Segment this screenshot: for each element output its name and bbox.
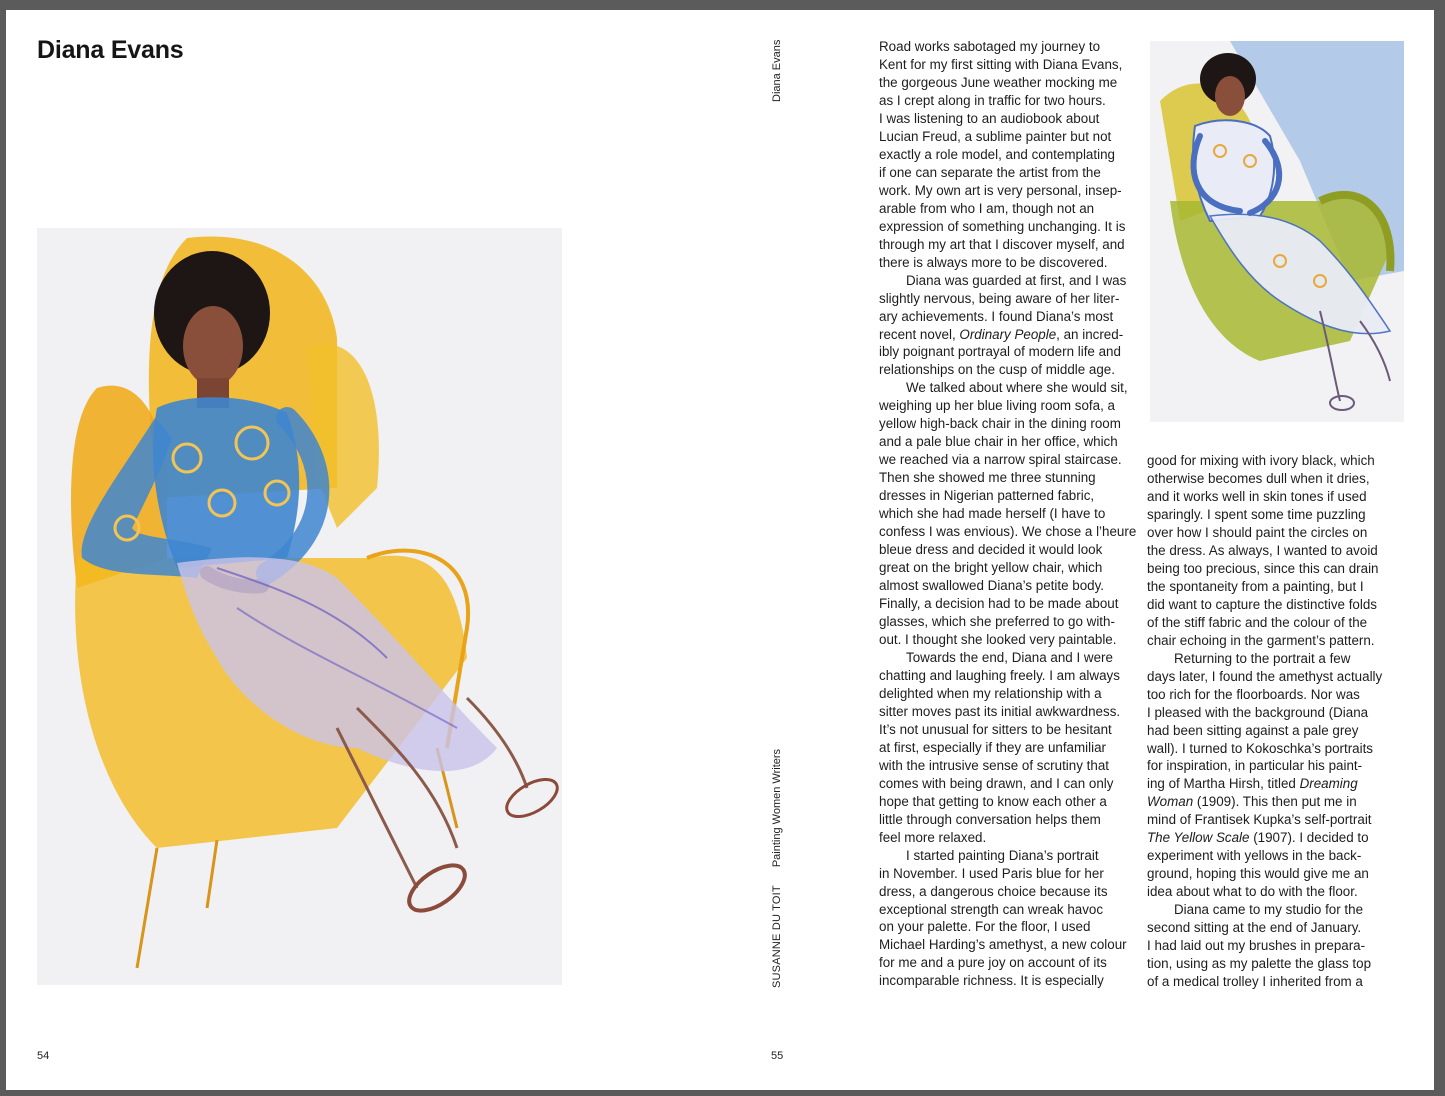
text-line: I pleased with the background (Diana [1147, 704, 1369, 720]
text-line: mind of Frantisek Kupka’s self-portrait [1147, 812, 1372, 828]
article-column-1 [879, 38, 1136, 990]
text-line: The Yellow Scale (1907). I decided to [1147, 830, 1369, 846]
text-line: little through conversation helps them [879, 811, 1101, 827]
text-line: Diana came to my studio for the [1174, 902, 1364, 918]
text-line: which she had made herself (I have to [879, 506, 1106, 522]
text-line: there is always more to be discovered. [879, 254, 1108, 270]
text-line: of the stiff fabric and the colour of the [1147, 614, 1368, 630]
text-line: work. My own art is very personal, insep- [879, 182, 1122, 198]
text-line: good for mixing with ivory black, which [1147, 453, 1375, 468]
text-line: with the intrusive sense of scrutiny that [879, 757, 1109, 773]
text-line: as I crept along in traffic for two hours. [879, 92, 1106, 108]
text-line: glasses, which she preferred to go with- [879, 614, 1115, 629]
text-line: I was listening to an audiobook about [879, 110, 1100, 126]
text-line: dresses in Nigerian patterned fabric, [879, 488, 1095, 504]
text-line: experiment with yellows in the back- [1147, 848, 1362, 864]
text-line: slightly nervous, being aware of her liter- [879, 290, 1120, 306]
portrait-drawing [37, 228, 562, 985]
text-line: Woman (1909). This then put me in [1147, 794, 1357, 810]
text-line: ing of Martha Hirsh, titled Dreaming [1147, 776, 1358, 792]
running-head: Diana Evans [771, 39, 783, 102]
book-spread [6, 10, 1434, 1090]
text-line: and it works well in skin tones if used [1147, 488, 1367, 504]
artwork-title: Woman [1147, 794, 1194, 810]
text-line: yellow high-back chair in the dining room [879, 416, 1121, 432]
text-line: if one can separate the artist from the [879, 164, 1101, 180]
text-line: confess I was envious). We chose a l’heure [879, 524, 1137, 540]
text-line: over how I should paint the circles on [1147, 524, 1368, 540]
text-line: we reached via a narrow spiral staircase. [879, 452, 1122, 468]
text-line: the spontaneity from a painting, but I [1147, 578, 1364, 594]
text-line: arable from who I am, though not an [879, 200, 1095, 216]
credit-book-title: Painting Women Writers [771, 748, 783, 868]
text-line: ary achievements. I found Diana’s most [879, 308, 1114, 324]
text-line: second sitting at the end of January. [1147, 920, 1362, 936]
text-line: through my art that I discover myself, and [879, 236, 1125, 252]
portrait-drawing-svg [37, 228, 562, 985]
page-number-left: 54 [37, 1050, 50, 1062]
text-line: out. I thought she looked very paintable. [879, 631, 1117, 647]
credit-author: SUSANNE DU TOIT [771, 885, 783, 988]
text-line: idea about what to do with the floor. [1147, 884, 1358, 900]
text-line: expression of something unchanging. It is [879, 218, 1126, 234]
text-line: did want to capture the distinctive folds [1147, 596, 1378, 612]
text-line: ground, hoping this would give me an [1147, 866, 1369, 882]
text-line: I had laid out my brushes in prepara- [1147, 938, 1366, 954]
portrait-painting-svg [1150, 41, 1404, 422]
credit-line [771, 749, 783, 988]
artwork-title: Dreaming [1299, 776, 1358, 792]
text-line: sparingly. I spent some time puzzling [1147, 506, 1366, 522]
text-line: in November. I used Paris blue for her [879, 865, 1104, 881]
text-line: at first, especially if they are unfamiliar [879, 739, 1106, 755]
text-line: Diana was guarded at first, and I was [906, 272, 1127, 288]
artwork-title: The Yellow Scale [1147, 830, 1250, 846]
page-title: Diana Evans [37, 36, 184, 64]
text-line: Kent for my first sitting with Diana Evans, [879, 56, 1123, 72]
text-line: on your palette. For the floor, I used [879, 919, 1091, 935]
text-line: ibly poignant portrayal of modern life and [879, 344, 1121, 360]
text-line: comes with being drawn, and I can only [879, 775, 1114, 791]
text-line: Road works sabotaged my journey to [879, 39, 1101, 54]
text-line: of a medical trolley I inherited from a [1147, 974, 1363, 990]
text-line: Lucian Freud, a sublime painter but not [879, 128, 1112, 144]
text-line: great on the bright yellow chair, which [879, 560, 1103, 576]
page-number-right: 55 [771, 1050, 784, 1062]
text-line: sitter moves past its initial awkwardness. [879, 703, 1121, 719]
text-line: delighted when my relationship with a [879, 685, 1102, 701]
text-line: incomparable richness. It is especially [879, 973, 1104, 989]
text-line: Michael Harding’s amethyst, a new colour [879, 937, 1127, 953]
text-line: for inspiration, in particular his paint- [1147, 758, 1363, 774]
text-line: feel more relaxed. [879, 829, 987, 845]
text-line: for me and a pure joy on account of its [879, 955, 1107, 971]
text-line: the gorgeous June weather mocking me [879, 74, 1118, 90]
text-line: relationships on the cusp of middle age. [879, 362, 1115, 378]
text-line: hope that getting to know each other a [879, 793, 1107, 809]
text-line: and a pale blue chair in her office, which [879, 434, 1118, 450]
text-line: being too precious, since this can drain [1147, 560, 1379, 576]
text-line: It’s not unusual for sitters to be hesitant [879, 721, 1112, 737]
text-line: chair echoing in the garment’s pattern. [1147, 632, 1375, 648]
portrait-painting [1150, 41, 1404, 422]
text-line: Finally, a decision had to be made about [879, 596, 1119, 612]
text-line: recent novel, Ordinary People, an incred- [879, 326, 1124, 342]
text-line: exactly a role model, and contemplating [879, 146, 1115, 162]
text-line: Then she showed me three stunning [879, 470, 1096, 486]
text-line: days later, I found the amethyst actually [1147, 668, 1383, 684]
text-line: almost swallowed Diana’s petite body. [879, 578, 1105, 594]
text-line: dress, a dangerous choice because its [879, 883, 1108, 899]
text-line: wall). I turned to Kokoschka’s portraits [1147, 740, 1374, 756]
text-line: Returning to the portrait a few [1174, 650, 1351, 666]
book-title: Ordinary People [959, 326, 1057, 342]
text-line: the dress. As always, I wanted to avoid [1147, 542, 1378, 558]
article-column-2 [1147, 452, 1382, 991]
text-line: had been sitting against a pale grey [1147, 722, 1359, 738]
text-line: tion, using as my palette the glass top [1147, 956, 1372, 972]
text-line: otherwise becomes dull when it dries, [1147, 470, 1370, 486]
text-line: weighing up her blue living room sofa, a [879, 398, 1115, 414]
text-line: too rich for the floorboards. Nor was [1147, 686, 1360, 702]
text-line: bleue dress and decided it would look [879, 542, 1103, 558]
text-line: Towards the end, Diana and I were [906, 649, 1113, 665]
text-line: I started painting Diana’s portrait [906, 847, 1099, 863]
text-line: We talked about where she would sit, [906, 380, 1128, 396]
text-line: chatting and laughing freely. I am always [879, 667, 1120, 683]
text-line: exceptional strength can wreak havoc [879, 901, 1104, 917]
